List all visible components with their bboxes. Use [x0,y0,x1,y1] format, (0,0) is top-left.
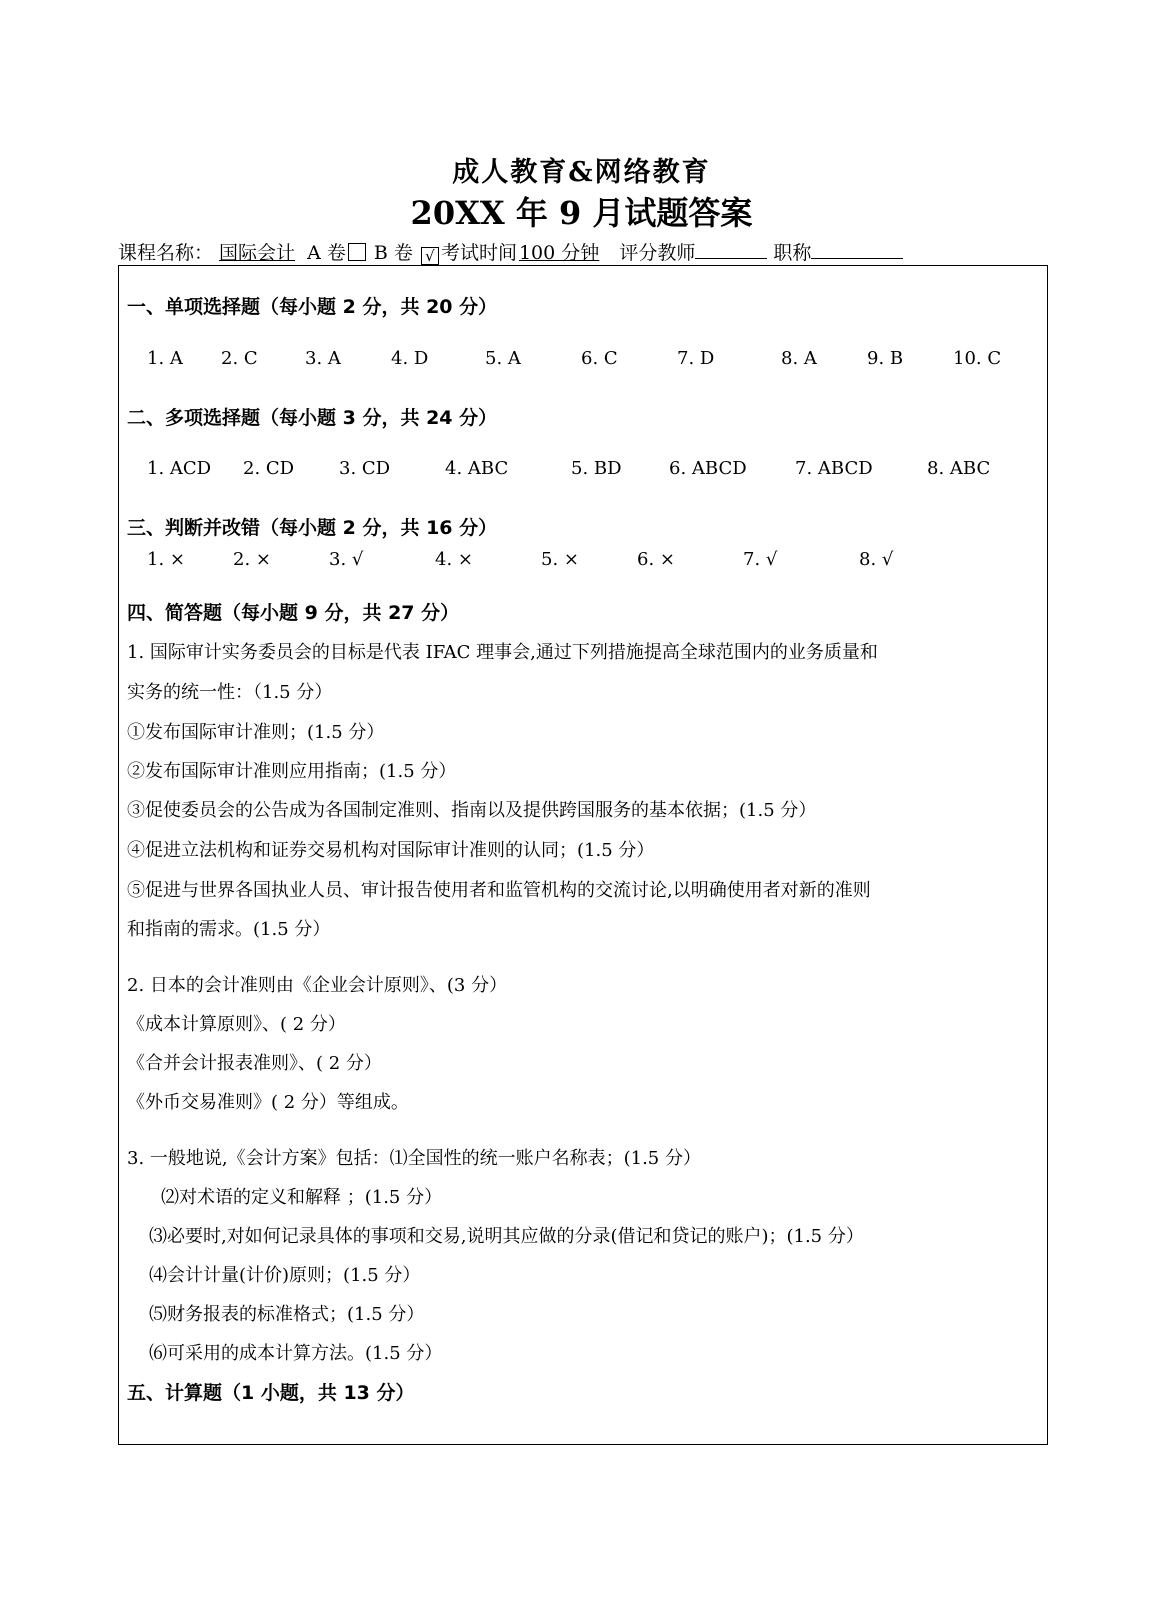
answer-item: 6. C [581,348,618,369]
answer-item: 4. × [435,549,473,570]
answer-item: 5. A [485,348,521,369]
document-title-exam: 20XX 年 9 月试题答案 [410,194,753,232]
course-name: 国际会计 [219,242,296,264]
grader-label: 评分教师 [619,242,696,264]
answer-item: 5. BD [571,458,622,479]
answer-item: 1. A [147,348,183,369]
section3-heading: 三、判断并改错（每小题 2 分，共 16 分） [127,517,498,539]
answer-item: 9. B [867,348,904,369]
text-line: 实务的统一性：（1.5 分） [127,682,333,703]
exam-time-value: 100 分钟 [518,242,600,264]
paper-a-checkbox[interactable] [348,243,366,261]
section4-heading: 四、简答题（每小题 9 分，共 27 分） [127,602,460,624]
exam-time-label: 考试时间 [440,242,517,264]
answer-item: 2. CD [243,458,295,479]
text-line: 2. 日本的会计准则由《企业会计原则》、(3 分） [127,975,508,996]
answer-item: 8. ABC [927,458,991,479]
answer-item: 10. C [953,348,1002,369]
text-line: ①发布国际审计准则；(1.5 分） [127,722,385,743]
text-line: ⑸财务报表的标准格式；(1.5 分） [149,1304,425,1325]
answer-item: 8. √ [859,549,894,570]
text-line: 《外币交易准则》( 2 分）等组成。 [127,1092,409,1113]
title-label: 职称 [773,242,812,264]
answer-item: 1. ACD [147,458,212,479]
text-line: 3. 一般地说,《会计方案》包括：⑴全国性的统一账户名称表；(1.5 分） [127,1148,701,1169]
answer-item: 6. ABCD [669,458,747,479]
course-info-line [118,238,1048,265]
course-label: 课程名称： [118,242,214,264]
text-line: ⑷会计计量(计价)原则；(1.5 分） [149,1265,421,1286]
answer-item: 3. A [305,348,341,369]
section5-heading: 五、计算题（1 小题，共 13 分） [127,1382,415,1404]
answer-item: 6. × [637,549,675,570]
answer-item: 3. CD [339,458,391,479]
answer-item: 7. ABCD [795,458,873,479]
document-title-institution: 成人教育&网络教育 [452,157,711,188]
answer-item: 2. × [233,549,271,570]
paper-a-label: A 卷 [307,242,346,264]
answer-item: 4. ABC [445,458,509,479]
text-line: 《合并会计报表准则》、( 2 分） [127,1053,382,1074]
text-line: ⑤促进与世界各国执业人员、审计报告使用者和监管机构的交流讨论,以明确使用者对新的准则 [127,880,871,901]
text-line: ②发布国际审计准则应用指南；(1.5 分） [127,761,457,782]
paper-b-checkbox[interactable]: √ [421,247,439,265]
text-line: ④促进立法机构和证券交易机构对国际审计准则的认同；(1.5 分） [127,840,655,861]
text-line: ③促使委员会的公告成为各国制定准则、指南以及提供跨国服务的基本依据；(1.5 分） [127,800,817,821]
answer-item: 8. A [781,348,817,369]
section2-heading: 二、多项选择题（每小题 3 分，共 24 分） [127,407,498,429]
text-line: 和指南的需求。(1.5 分） [127,919,331,940]
paper-b-label: B 卷 [373,242,413,264]
grader-blank[interactable] [695,240,767,259]
answer-item: 4. D [391,348,429,369]
answer-item: 7. √ [743,549,778,570]
text-line: 《成本计算原则》、( 2 分） [127,1014,346,1035]
answer-frame [118,265,1048,1445]
answer-item: 5. × [541,549,579,570]
answer-item: 2. C [221,348,258,369]
text-line: ⑶必要时,对如何记录具体的事项和交易,说明其应做的分录(借记和贷记的账户)；(1.5 分） [149,1226,864,1247]
answer-item: 7. D [677,348,715,369]
answer-item: 1. × [147,549,185,570]
title-blank[interactable] [811,240,903,259]
answer-item: 3. √ [329,549,364,570]
section1-heading: 一、单项选择题（每小题 2 分，共 20 分） [127,296,498,318]
text-line: ⑵对术语的定义和解释 ；(1.5 分） [161,1187,443,1208]
text-line: 1. 国际审计实务委员会的目标是代表 IFAC 理事会,通过下列措施提高全球范围内的业务质量和 [127,642,878,663]
text-line: ⑹可采用的成本计算方法。(1.5 分） [149,1343,443,1364]
